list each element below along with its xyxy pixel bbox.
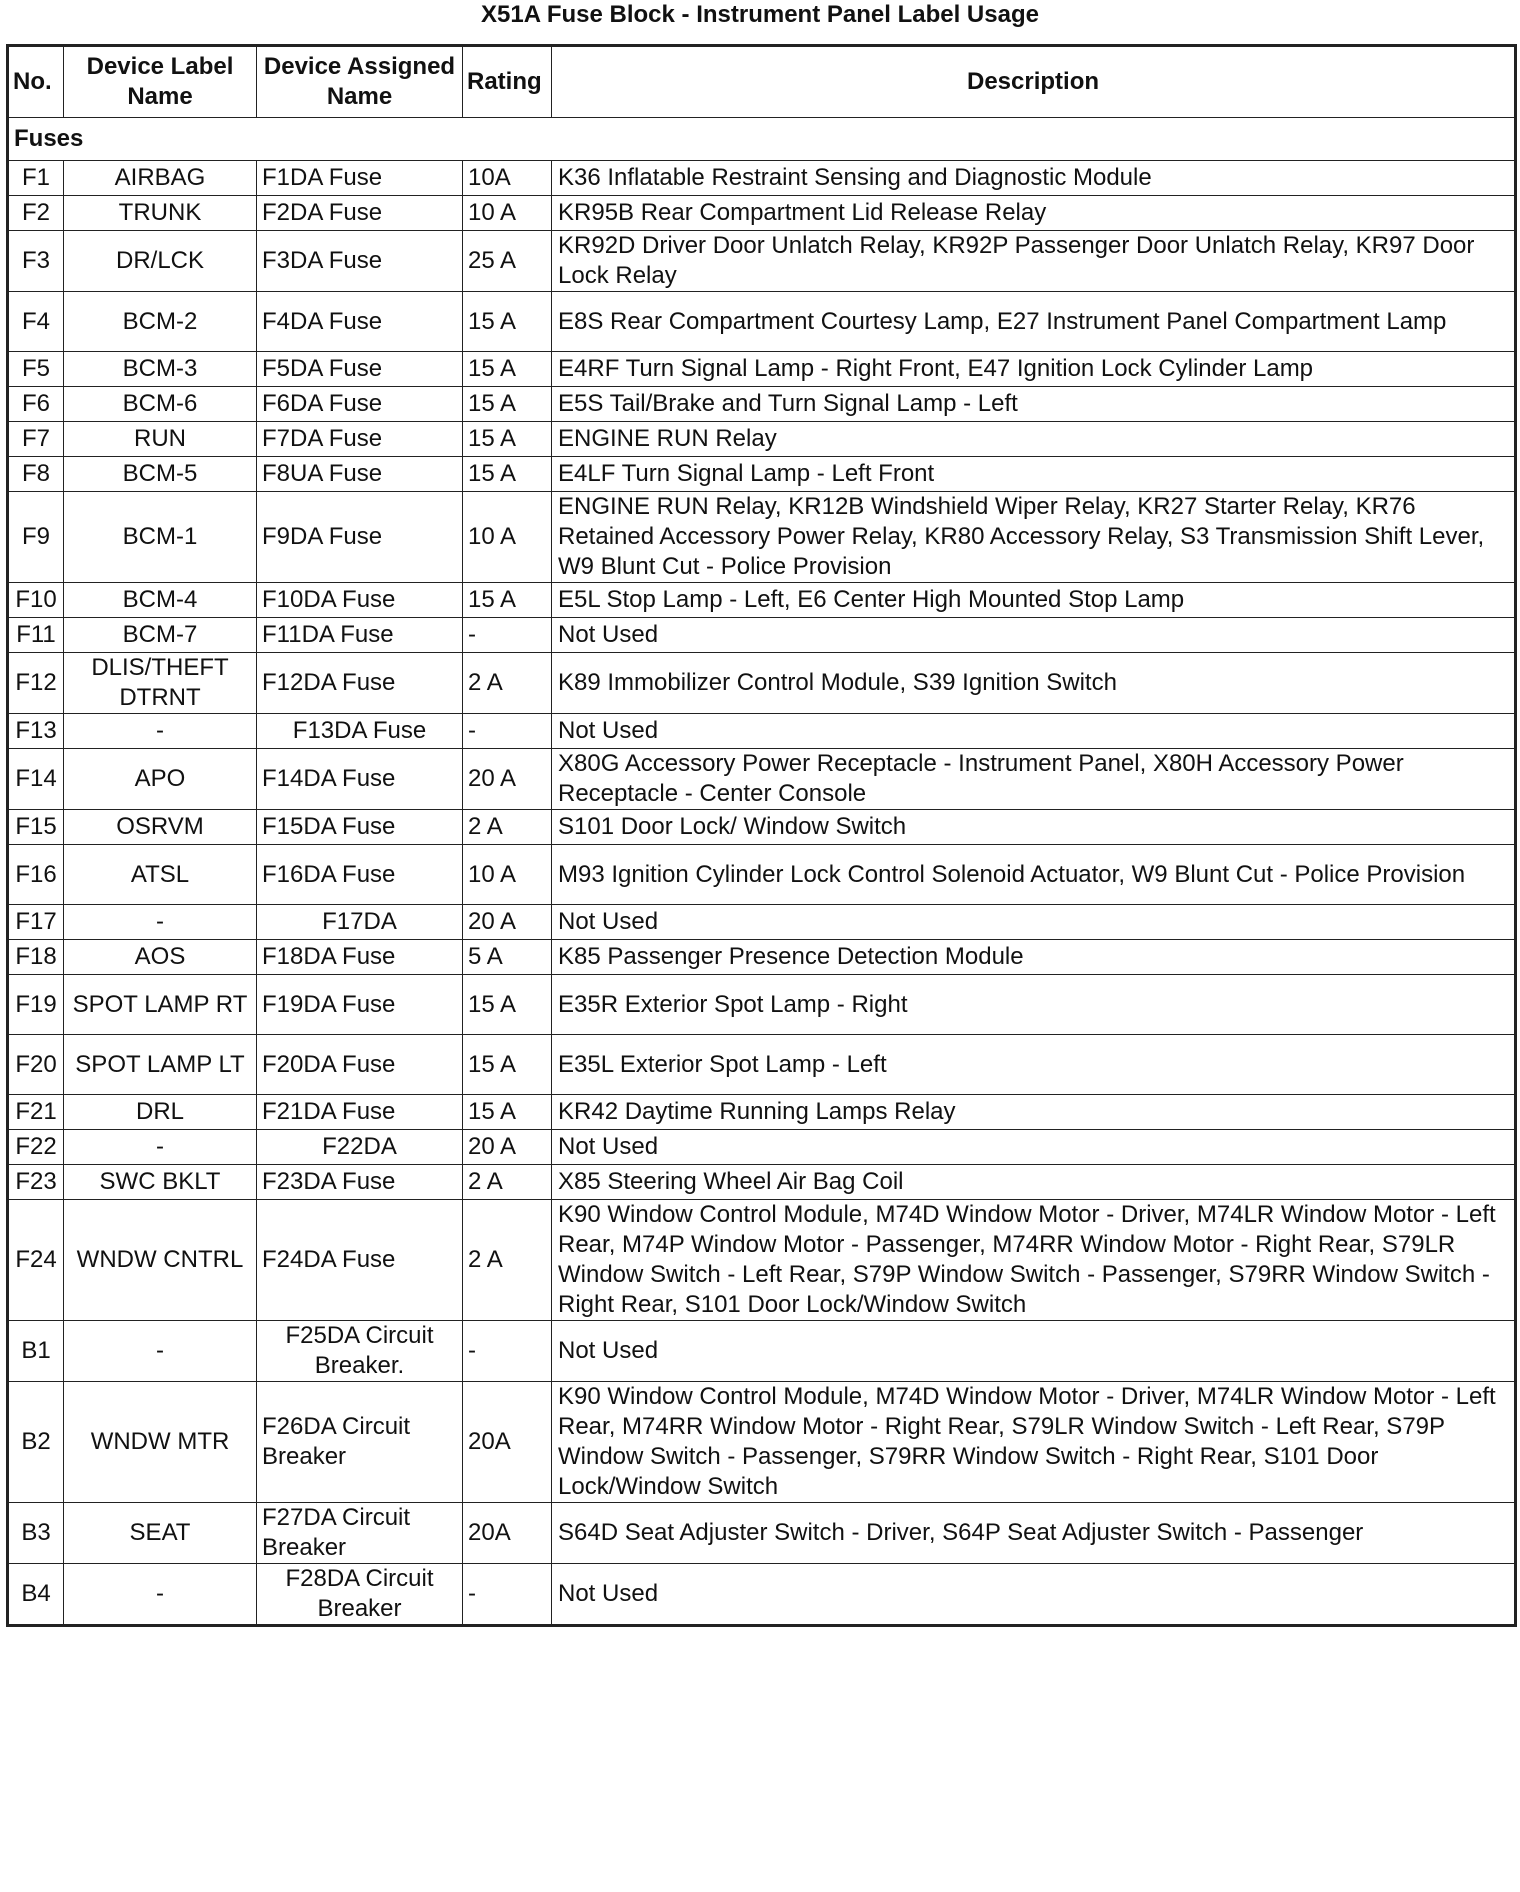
cell-no: F13 (8, 714, 64, 749)
cell-device-assigned: F28DA Circuit Breaker (257, 1564, 463, 1626)
cell-rating: - (463, 618, 552, 653)
cell-no: F4 (8, 292, 64, 352)
cell-rating: 5 A (463, 940, 552, 975)
cell-no: F9 (8, 492, 64, 583)
table-row (8, 1564, 1516, 1626)
cell-no: F23 (8, 1165, 64, 1200)
cell-description: E35L Exterior Spot Lamp - Left (552, 1035, 1516, 1095)
cell-no: F19 (8, 975, 64, 1035)
table-row (8, 457, 1516, 492)
cell-device-label: DRL (64, 1095, 257, 1130)
header-device-assigned-name: Device Assigned Name (257, 46, 463, 118)
table-row (8, 352, 1516, 387)
table-row (8, 492, 1516, 583)
cell-device-label: DLIS/THEFT DTRNT (64, 653, 257, 714)
cell-device-assigned: F24DA Fuse (257, 1200, 463, 1321)
table-row (8, 231, 1516, 292)
table-row (8, 292, 1516, 352)
cell-rating: 2 A (463, 810, 552, 845)
table-row (8, 1382, 1516, 1503)
cell-no: F11 (8, 618, 64, 653)
cell-device-assigned: F17DA (257, 905, 463, 940)
cell-description: Not Used (552, 618, 1516, 653)
cell-device-assigned: F3DA Fuse (257, 231, 463, 292)
cell-device-label: BCM-4 (64, 583, 257, 618)
cell-device-label: AIRBAG (64, 161, 257, 196)
page-title: X51A Fuse Block - Instrument Panel Label Usage (481, 1, 1039, 28)
cell-device-label: APO (64, 749, 257, 810)
cell-device-label: - (64, 1321, 257, 1382)
cell-description: M93 Ignition Cylinder Lock Control Solenoid Actuator, W9 Blunt Cut - Police Provision (552, 845, 1516, 905)
cell-no: F24 (8, 1200, 64, 1321)
cell-rating: 20 A (463, 749, 552, 810)
cell-rating: 15 A (463, 583, 552, 618)
cell-rating: 2 A (463, 653, 552, 714)
table-row (8, 714, 1516, 749)
cell-no: F10 (8, 583, 64, 618)
cell-description: K85 Passenger Presence Detection Module (552, 940, 1516, 975)
cell-device-label: - (64, 714, 257, 749)
table-row (8, 196, 1516, 231)
cell-description: E4LF Turn Signal Lamp - Left Front (552, 457, 1516, 492)
cell-device-assigned: F8UA Fuse (257, 457, 463, 492)
table-row (8, 940, 1516, 975)
table-row (8, 845, 1516, 905)
cell-device-assigned: F9DA Fuse (257, 492, 463, 583)
table-row (8, 975, 1516, 1035)
cell-device-label: TRUNK (64, 196, 257, 231)
cell-device-assigned: F12DA Fuse (257, 653, 463, 714)
cell-device-label: BCM-5 (64, 457, 257, 492)
cell-no: F3 (8, 231, 64, 292)
cell-device-assigned: F6DA Fuse (257, 387, 463, 422)
cell-device-label: - (64, 1564, 257, 1626)
cell-description: Not Used (552, 714, 1516, 749)
cell-description: K89 Immobilizer Control Module, S39 Ignition Switch (552, 653, 1516, 714)
cell-device-label: - (64, 1130, 257, 1165)
cell-description: S64D Seat Adjuster Switch - Driver, S64P Seat Adjuster Switch - Passenger (552, 1503, 1516, 1564)
cell-device-assigned: F16DA Fuse (257, 845, 463, 905)
cell-description: Not Used (552, 905, 1516, 940)
cell-no: B4 (8, 1564, 64, 1626)
cell-rating: 20 A (463, 905, 552, 940)
header-no: No. (8, 46, 64, 118)
cell-device-assigned: F26DA Circuit Breaker (257, 1382, 463, 1503)
table-row (8, 749, 1516, 810)
cell-device-assigned: F25DA Circuit Breaker. (257, 1321, 463, 1382)
cell-device-label: OSRVM (64, 810, 257, 845)
cell-no: F5 (8, 352, 64, 387)
cell-device-label: BCM-3 (64, 352, 257, 387)
cell-rating: 15 A (463, 1035, 552, 1095)
cell-description: E5L Stop Lamp - Left, E6 Center High Mounted Stop Lamp (552, 583, 1516, 618)
section-label: Fuses (8, 118, 1516, 161)
cell-description: Not Used (552, 1321, 1516, 1382)
header-device-label-name: Device Label Name (64, 46, 257, 118)
cell-no: F6 (8, 387, 64, 422)
header-description: Description (552, 46, 1516, 118)
cell-description: E35R Exterior Spot Lamp - Right (552, 975, 1516, 1035)
table-row (8, 1130, 1516, 1165)
table-row (8, 583, 1516, 618)
cell-rating: 2 A (463, 1200, 552, 1321)
cell-rating: - (463, 1564, 552, 1626)
cell-device-label: BCM-2 (64, 292, 257, 352)
cell-device-assigned: F20DA Fuse (257, 1035, 463, 1095)
table-row (8, 1165, 1516, 1200)
cell-rating: 2 A (463, 1165, 552, 1200)
cell-device-assigned: F7DA Fuse (257, 422, 463, 457)
cell-device-label: SPOT LAMP LT (64, 1035, 257, 1095)
cell-device-assigned: F1DA Fuse (257, 161, 463, 196)
cell-device-assigned: F22DA (257, 1130, 463, 1165)
cell-rating: 20A (463, 1503, 552, 1564)
table-row (8, 1095, 1516, 1130)
fuse-table (6, 44, 1517, 1627)
cell-description: E5S Tail/Brake and Turn Signal Lamp - Left (552, 387, 1516, 422)
cell-rating: 10 A (463, 845, 552, 905)
table-row (8, 618, 1516, 653)
table-row (8, 1503, 1516, 1564)
cell-description: K36 Inflatable Restraint Sensing and Diagnostic Module (552, 161, 1516, 196)
cell-description: Not Used (552, 1130, 1516, 1165)
table-row (8, 653, 1516, 714)
cell-description: ENGINE RUN Relay (552, 422, 1516, 457)
cell-description: KR92D Driver Door Unlatch Relay, KR92P Passenger Door Unlatch Relay, KR97 Door Lock Relay (552, 231, 1516, 292)
cell-description: KR42 Daytime Running Lamps Relay (552, 1095, 1516, 1130)
cell-no: F2 (8, 196, 64, 231)
table-row (8, 161, 1516, 196)
cell-device-label: RUN (64, 422, 257, 457)
cell-device-label: - (64, 905, 257, 940)
cell-no: B3 (8, 1503, 64, 1564)
cell-rating: 20A (463, 1382, 552, 1503)
section-row (8, 118, 1516, 161)
cell-device-assigned: F27DA Circuit Breaker (257, 1503, 463, 1564)
cell-device-label: WNDW MTR (64, 1382, 257, 1503)
cell-device-label: BCM-1 (64, 492, 257, 583)
cell-rating: 10 A (463, 492, 552, 583)
header-rating: Rating (463, 46, 552, 118)
cell-description: E8S Rear Compartment Courtesy Lamp, E27 Instrument Panel Compartment Lamp (552, 292, 1516, 352)
cell-no: B2 (8, 1382, 64, 1503)
cell-description: K90 Window Control Module, M74D Window Motor - Driver, M74LR Window Motor - Left Rear, M74P Window Motor - Passenger, M74RR Window Motor - Right Rear, S79LR Window Switch - Left Rear, S79P Window Switch - Passenger, S79RR Window Switch - Right Rear, S101 Door Lock/Window Switch (552, 1200, 1516, 1321)
cell-device-assigned: F11DA Fuse (257, 618, 463, 653)
cell-rating: 15 A (463, 387, 552, 422)
cell-rating: 15 A (463, 292, 552, 352)
cell-description: KR95B Rear Compartment Lid Release Relay (552, 196, 1516, 231)
cell-description: K90 Window Control Module, M74D Window Motor - Driver, M74LR Window Motor - Left Rear, M74RR Window Motor - Right Rear, S79LR Window Switch - Left Rear, S79P Window Switch - Passenger, S79RR Window Switch - Right Rear, S101 Door Lock/Window Switch (552, 1382, 1516, 1503)
cell-rating: 25 A (463, 231, 552, 292)
cell-device-assigned: F21DA Fuse (257, 1095, 463, 1130)
cell-no: F15 (8, 810, 64, 845)
cell-device-label: BCM-6 (64, 387, 257, 422)
cell-rating: 15 A (463, 1095, 552, 1130)
cell-rating: 10A (463, 161, 552, 196)
cell-description: X80G Accessory Power Receptacle - Instrument Panel, X80H Accessory Power Receptacle - Center Console (552, 749, 1516, 810)
cell-no: F12 (8, 653, 64, 714)
cell-device-label: AOS (64, 940, 257, 975)
cell-device-assigned: F2DA Fuse (257, 196, 463, 231)
cell-device-assigned: F18DA Fuse (257, 940, 463, 975)
cell-no: F22 (8, 1130, 64, 1165)
table-row (8, 1321, 1516, 1382)
cell-device-assigned: F14DA Fuse (257, 749, 463, 810)
cell-rating: 15 A (463, 422, 552, 457)
cell-device-assigned: F23DA Fuse (257, 1165, 463, 1200)
cell-device-assigned: F5DA Fuse (257, 352, 463, 387)
cell-device-assigned: F10DA Fuse (257, 583, 463, 618)
table-row (8, 387, 1516, 422)
cell-no: F20 (8, 1035, 64, 1095)
table-row (8, 905, 1516, 940)
cell-rating: 15 A (463, 352, 552, 387)
table-header-row (8, 46, 1516, 118)
cell-description: S101 Door Lock/ Window Switch (552, 810, 1516, 845)
cell-no: B1 (8, 1321, 64, 1382)
cell-device-assigned: F15DA Fuse (257, 810, 463, 845)
cell-description: X85 Steering Wheel Air Bag Coil (552, 1165, 1516, 1200)
cell-rating: 15 A (463, 457, 552, 492)
cell-rating: 20 A (463, 1130, 552, 1165)
table-row (8, 422, 1516, 457)
table-row (8, 1200, 1516, 1321)
table-row (8, 810, 1516, 845)
table-row (8, 1035, 1516, 1095)
cell-device-label: SPOT LAMP RT (64, 975, 257, 1035)
cell-device-label: SEAT (64, 1503, 257, 1564)
cell-device-label: SWC BKLT (64, 1165, 257, 1200)
cell-no: F16 (8, 845, 64, 905)
cell-device-label: BCM-7 (64, 618, 257, 653)
cell-rating: 10 A (463, 196, 552, 231)
cell-device-label: ATSL (64, 845, 257, 905)
cell-device-label: WNDW CNTRL (64, 1200, 257, 1321)
cell-device-assigned: F4DA Fuse (257, 292, 463, 352)
cell-description: Not Used (552, 1564, 1516, 1626)
cell-no: F1 (8, 161, 64, 196)
cell-device-assigned: F19DA Fuse (257, 975, 463, 1035)
cell-device-label: DR/LCK (64, 231, 257, 292)
cell-no: F8 (8, 457, 64, 492)
cell-no: F21 (8, 1095, 64, 1130)
cell-description: ENGINE RUN Relay, KR12B Windshield Wiper Relay, KR27 Starter Relay, KR76 Retained Accessory Power Relay, KR80 Accessory Relay, S3 Transmission Shift Lever, W9 Blunt Cut - Police Provision (552, 492, 1516, 583)
cell-device-assigned: F13DA Fuse (257, 714, 463, 749)
cell-no: F7 (8, 422, 64, 457)
cell-rating: - (463, 1321, 552, 1382)
cell-no: F17 (8, 905, 64, 940)
cell-rating: 15 A (463, 975, 552, 1035)
cell-rating: - (463, 714, 552, 749)
cell-description: E4RF Turn Signal Lamp - Right Front, E47 Ignition Lock Cylinder Lamp (552, 352, 1516, 387)
cell-no: F18 (8, 940, 64, 975)
cell-no: F14 (8, 749, 64, 810)
